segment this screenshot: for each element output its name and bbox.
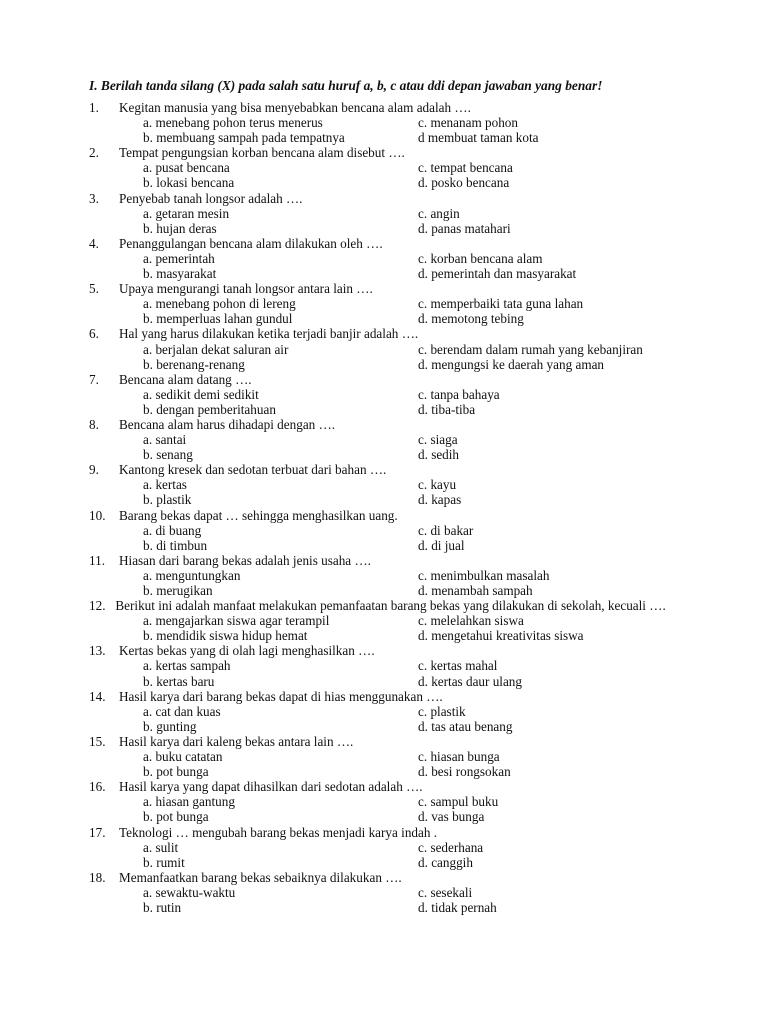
- question-item: [0, 870, 768, 915]
- answer-option[interactable]: c. sesekali: [418, 884, 473, 900]
- answer-option[interactable]: b. rutin: [143, 899, 182, 915]
- question-number: 11.: [89, 552, 105, 568]
- question-stem: [0, 372, 768, 387]
- option-row: [0, 115, 768, 130]
- answer-option[interactable]: c. tanpa bahaya: [418, 386, 500, 402]
- option-row: [0, 160, 768, 175]
- option-row: [0, 221, 768, 236]
- instruction-heading: I. Berilah tanda silang (X) pada salah satu huruf a, b, c atau ddi depan jawaban yang benar!: [89, 78, 603, 93]
- question-stem: [0, 100, 768, 115]
- answer-option[interactable]: d. tiba-tiba: [418, 401, 476, 417]
- option-row: [0, 809, 768, 824]
- answer-option[interactable]: c. memperbaiki tata guna lahan: [418, 296, 584, 312]
- answer-option[interactable]: a. pusat bencana: [143, 160, 230, 176]
- question-text: Kantong kresek dan sedotan terbuat dari bahan ….: [119, 462, 387, 478]
- answer-option[interactable]: a. sewaktu-waktu: [143, 884, 236, 900]
- answer-option[interactable]: a. sulit: [143, 839, 179, 855]
- answer-option[interactable]: c. kertas mahal: [418, 658, 498, 674]
- option-row: [0, 794, 768, 809]
- answer-option[interactable]: c. korban bencana alam: [418, 250, 543, 266]
- question-stem: [0, 191, 768, 206]
- question-number: 2.: [89, 145, 99, 161]
- option-row: [0, 175, 768, 190]
- answer-option[interactable]: c. melelahkan siswa: [418, 613, 524, 629]
- answer-option[interactable]: a. menebang pohon terus menerus: [143, 115, 323, 131]
- question-item: [0, 553, 768, 598]
- answer-option[interactable]: c. sampul buku: [418, 794, 499, 810]
- question-item: [0, 236, 768, 281]
- answer-option[interactable]: c. sederhana: [418, 839, 484, 855]
- option-row: [0, 206, 768, 221]
- answer-option[interactable]: d. di jual: [418, 537, 465, 553]
- answer-option[interactable]: b. plastik: [143, 492, 192, 508]
- option-row: [0, 130, 768, 145]
- option-row: [0, 885, 768, 900]
- question-item: [0, 100, 768, 145]
- answer-option[interactable]: d membuat taman kota: [418, 130, 539, 146]
- option-row: [0, 266, 768, 281]
- option-row: [0, 311, 768, 326]
- answer-option[interactable]: a. cat dan kuas: [143, 703, 221, 719]
- question-number: 3.: [89, 190, 99, 206]
- answer-option[interactable]: a. menguntungkan: [143, 567, 241, 583]
- question-number: 17.: [89, 824, 106, 840]
- question-text: Kertas bekas yang di olah lagi menghasilkan ….: [119, 643, 375, 659]
- answer-option[interactable]: b. di timbun: [143, 537, 208, 553]
- question-text: Barang bekas dapat … sehingga menghasilkan uang.: [119, 507, 398, 523]
- question-list: [0, 100, 768, 915]
- question-text: Hasil karya dari barang bekas dapat di hias menggunakan ….: [119, 688, 443, 704]
- question-text: Penyebab tanah longsor adalah ….: [119, 190, 303, 206]
- option-row: [0, 523, 768, 538]
- question-stem: [0, 281, 768, 296]
- answer-option[interactable]: c. tempat bencana: [418, 160, 513, 176]
- answer-option[interactable]: d. mengetahui kreativitas siswa: [418, 628, 584, 644]
- answer-option[interactable]: b. berenang-renang: [143, 356, 245, 372]
- answer-option[interactable]: c. di bakar: [418, 522, 474, 538]
- answer-option[interactable]: d. tas atau benang: [418, 718, 513, 734]
- answer-option[interactable]: a. hiasan gantung: [143, 794, 235, 810]
- question-text: Upaya mengurangi tanah longsor antara lain ….: [119, 281, 373, 297]
- option-row: [0, 658, 768, 673]
- question-text: Penanggulangan bencana alam dilakukan oleh ….: [119, 235, 383, 251]
- question-number: 7.: [89, 371, 99, 387]
- question-number: 10.: [89, 507, 106, 523]
- answer-option[interactable]: b. memperluas lahan gundul: [143, 311, 293, 327]
- question-stem: [0, 825, 768, 840]
- question-number: 18.: [89, 869, 106, 885]
- spacer: [105, 598, 115, 613]
- question-stem: [0, 326, 768, 341]
- answer-option[interactable]: c. menimbulkan masalah: [418, 567, 550, 583]
- question-item: [0, 145, 768, 190]
- answer-option[interactable]: a. getaran mesin: [143, 205, 230, 221]
- answer-option[interactable]: b. kertas baru: [143, 673, 215, 689]
- option-row: [0, 613, 768, 628]
- question-text: Hasil karya dari kaleng bekas antara lain ….: [119, 733, 354, 749]
- question-item: [0, 689, 768, 734]
- question-item: [0, 462, 768, 507]
- question-text: Bencana alam harus dihadapi dengan ….: [119, 416, 336, 432]
- answer-option[interactable]: a. berjalan dekat saluran air: [143, 341, 289, 357]
- question-item: [0, 326, 768, 371]
- question-text: Hiasan dari barang bekas adalah jenis usaha ….: [119, 552, 371, 568]
- option-row: [0, 568, 768, 583]
- option-row: [0, 628, 768, 643]
- option-row: [0, 855, 768, 870]
- option-row: [0, 477, 768, 492]
- question-number: 12.: [89, 598, 106, 614]
- answer-option[interactable]: b. mendidik siswa hidup hemat: [143, 628, 308, 644]
- question-item: [0, 508, 768, 553]
- question-item: [0, 779, 768, 824]
- option-row: [0, 840, 768, 855]
- answer-option[interactable]: d. kapas: [418, 492, 462, 508]
- question-stem: [0, 734, 768, 749]
- question-number: 15.: [89, 733, 106, 749]
- answer-option[interactable]: a. sedikit demi sedikit: [143, 386, 259, 402]
- question-number: 9.: [89, 462, 99, 478]
- question-item: [0, 825, 768, 870]
- answer-option[interactable]: a. kertas: [143, 477, 187, 493]
- question-number: 6.: [89, 326, 99, 342]
- answer-option[interactable]: b. hujan deras: [143, 220, 217, 236]
- question-item: [0, 734, 768, 779]
- option-row: [0, 357, 768, 372]
- option-row: [0, 387, 768, 402]
- answer-option[interactable]: d. panas matahari: [418, 220, 511, 236]
- question-item: [0, 417, 768, 462]
- question-stem: [0, 643, 768, 658]
- option-row: [0, 492, 768, 507]
- question-text: Teknologi … mengubah barang bekas menjadi karya indah .: [119, 824, 438, 840]
- question-number: 5.: [89, 281, 99, 297]
- option-row: [0, 749, 768, 764]
- answer-option[interactable]: b. gunting: [143, 718, 197, 734]
- answer-option[interactable]: d. sedih: [418, 447, 460, 463]
- answer-option[interactable]: c. angin: [418, 205, 460, 221]
- answer-option[interactable]: b. lokasi bencana: [143, 175, 235, 191]
- question-number: 8.: [89, 416, 99, 432]
- option-row: [0, 674, 768, 689]
- option-row: [0, 251, 768, 266]
- question-text: Tempat pengungsian korban bencana alam disebut ….: [119, 145, 405, 161]
- answer-option[interactable]: a. pemerintah: [143, 250, 215, 266]
- question-number: 14.: [89, 688, 106, 704]
- answer-option[interactable]: c. plastik: [418, 703, 466, 719]
- option-row: [0, 900, 768, 915]
- option-row: [0, 764, 768, 779]
- answer-option[interactable]: d. vas bunga: [418, 809, 485, 825]
- question-stem: [0, 689, 768, 704]
- question-stem: [0, 417, 768, 432]
- answer-option[interactable]: a. di buang: [143, 522, 202, 538]
- answer-option[interactable]: a. buku catatan: [143, 749, 223, 765]
- option-row: [0, 538, 768, 553]
- question-number: 4.: [89, 235, 99, 251]
- question-number: 13.: [89, 643, 106, 659]
- option-row: [0, 704, 768, 719]
- answer-option[interactable]: c. siaga: [418, 432, 458, 448]
- answer-option[interactable]: b. merugikan: [143, 583, 213, 598]
- option-row: [0, 583, 768, 598]
- answer-option[interactable]: c. kayu: [418, 477, 457, 493]
- answer-option[interactable]: c. hiasan bunga: [418, 749, 500, 765]
- question-stem: [0, 779, 768, 794]
- answer-option[interactable]: b. pot bunga: [143, 809, 209, 825]
- answer-option[interactable]: b. pot bunga: [143, 764, 209, 780]
- question-text: Hal yang harus dilakukan ketika terjadi banjir adalah ….: [119, 326, 419, 342]
- answer-option[interactable]: b. rumit: [143, 854, 185, 870]
- answer-option[interactable]: b. senang: [143, 447, 193, 463]
- answer-option[interactable]: b. membuang sampah pada tempatnya: [143, 130, 345, 146]
- question-stem: [0, 236, 768, 251]
- option-row: [0, 447, 768, 462]
- question-text: Memanfaatkan barang bekas sebaiknya dilakukan ….: [119, 869, 402, 885]
- option-row: [0, 296, 768, 311]
- answer-option[interactable]: b. dengan pemberitahuan: [143, 401, 276, 417]
- option-row: [0, 342, 768, 357]
- answer-option[interactable]: a. menebang pohon di lereng: [143, 296, 296, 312]
- answer-option[interactable]: d. menambah sampah: [418, 583, 533, 598]
- answer-option[interactable]: c. menanam pohon: [418, 115, 518, 131]
- question-text: Hasil karya yang dapat dihasilkan dari sedotan adalah ….: [119, 779, 423, 795]
- option-row: [0, 719, 768, 734]
- answer-option[interactable]: a. kertas sampah: [143, 658, 231, 674]
- question-item: [0, 598, 768, 643]
- option-row: [0, 402, 768, 417]
- question-text: Berikut ini adalah manfaat melakukan pemanfaatan barang bekas yang dilakukan di sekolah, kecuali ….: [115, 598, 666, 614]
- question-stem: [0, 462, 768, 477]
- answer-option[interactable]: d. posko bencana: [418, 175, 510, 191]
- question-number: 1.: [89, 100, 99, 115]
- question-item: [0, 191, 768, 236]
- answer-option[interactable]: d. mengungsi ke daerah yang aman: [418, 356, 605, 372]
- answer-option[interactable]: a. santai: [143, 432, 187, 448]
- question-text: Bencana alam datang ….: [119, 371, 252, 387]
- question-stem: [0, 553, 768, 568]
- answer-option[interactable]: d. pemerintah dan masyarakat: [418, 266, 577, 282]
- question-text: Kegitan manusia yang bisa menyebabkan bencana alam adalah ….: [119, 100, 471, 115]
- question-number: 16.: [89, 779, 106, 795]
- answer-option[interactable]: d. tidak pernah: [418, 899, 497, 915]
- question-item: [0, 372, 768, 417]
- answer-option[interactable]: a. mengajarkan siswa agar terampil: [143, 613, 330, 629]
- answer-option[interactable]: d. canggih: [418, 854, 473, 870]
- question-item: [0, 281, 768, 326]
- question-stem: [0, 508, 768, 523]
- option-row: [0, 432, 768, 447]
- answer-option[interactable]: b. masyarakat: [143, 266, 217, 282]
- question-item: [0, 643, 768, 688]
- answer-option[interactable]: d. memotong tebing: [418, 311, 524, 327]
- answer-option[interactable]: d. kertas daur ulang: [418, 673, 522, 689]
- question-stem: [89, 598, 679, 613]
- answer-option[interactable]: c. berendam dalam rumah yang kebanjiran: [418, 341, 643, 357]
- question-stem: [0, 870, 768, 885]
- question-stem: [0, 145, 768, 160]
- answer-option[interactable]: d. besi rongsokan: [418, 764, 511, 780]
